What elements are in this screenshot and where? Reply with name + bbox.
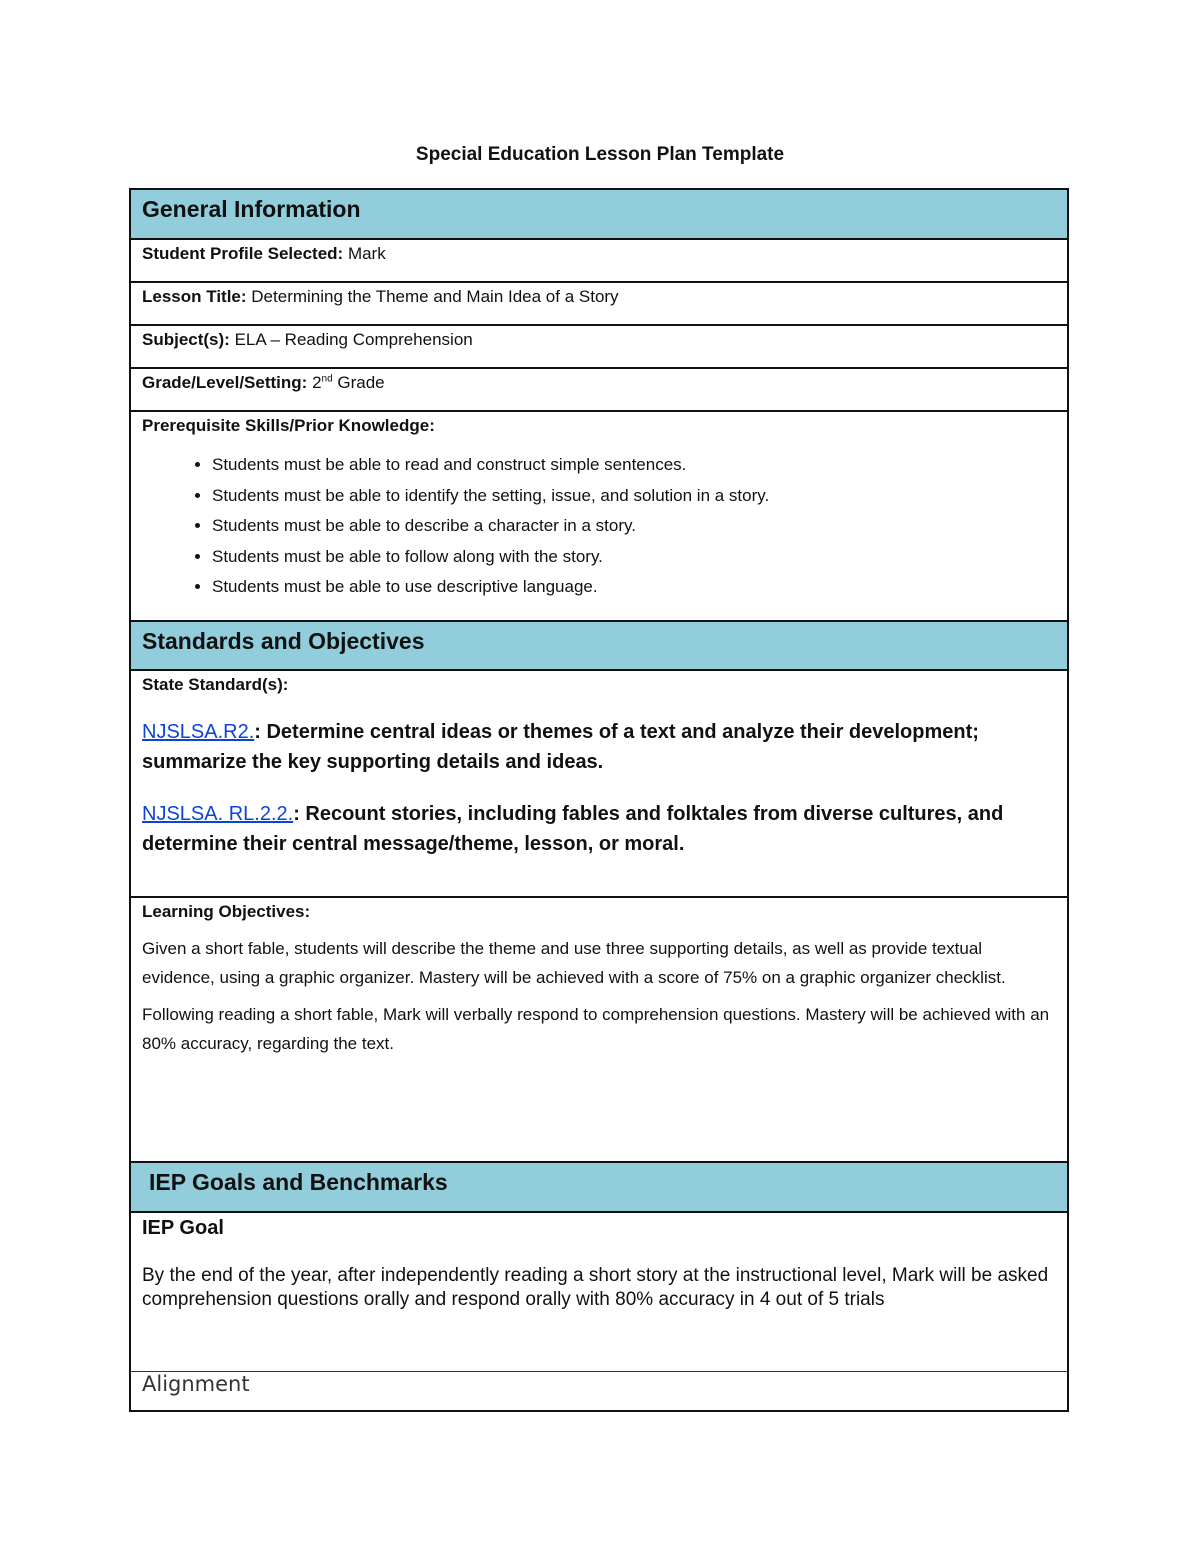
objective-text: Given a short fable, students will describe the theme and use three supporting details, as well as provide textual evidence, using a graphic organizer. Mastery will be achieved with a score of 75% on a graphic organizer checklist. xyxy=(142,939,1006,987)
lesson-title-row xyxy=(131,283,1067,326)
iep-goal-row xyxy=(131,1213,1067,1372)
subject-value: ELA – Reading Comprehension xyxy=(234,330,473,349)
learning-objectives-label: Learning Objectives: xyxy=(142,902,311,921)
state-standards-label: State Standard(s): xyxy=(142,675,289,694)
standard-item xyxy=(142,717,1056,777)
lesson-plan-table xyxy=(129,188,1069,1412)
subject-label: Subject(s): xyxy=(142,330,230,349)
lesson-value: Determining the Theme and Main Idea of a Story xyxy=(251,287,619,306)
standard-text: : Determine central ideas or themes of a text and analyze their development; summarize the key supporting details and ideas. xyxy=(142,721,979,773)
standard-link[interactable]: NJSLSA.R2. xyxy=(142,721,255,743)
iep-goal-text: By the end of the year, after independently reading a short story at the instructional level, Mark will be asked comprehension questions orally and respond orally with 80% accuracy in 4 out of 5 trials xyxy=(142,1265,1049,1310)
student-value: Mark xyxy=(347,244,386,263)
section-header-general: General Information xyxy=(131,190,1067,240)
lesson-label: Lesson Title: xyxy=(142,287,247,306)
student-profile-row xyxy=(131,240,1067,283)
grade-suffix: nd xyxy=(321,373,333,385)
student-label: Student Profile Selected: xyxy=(142,244,344,263)
document-title: Special Education Lesson Plan Template xyxy=(415,144,785,165)
standard-link[interactable]: NJSLSA. RL.2.2. xyxy=(142,803,294,825)
grade-row xyxy=(131,369,1067,412)
grade-number: 2 xyxy=(312,373,322,392)
grade-label: Grade/Level/Setting: xyxy=(142,373,308,392)
list-item: • Students must be able to use descriptive language. xyxy=(212,572,1056,603)
section-header-standards: Standards and Objectives xyxy=(131,622,1067,671)
standard-text: : Recount stories, including fables and folktales from diverse cultures, and determine their central message/theme, lesson, or moral. xyxy=(142,803,1004,855)
list-item: • Students must be able to describe a character in a story. xyxy=(212,511,1056,542)
section-header-iep: IEP Goals and Benchmarks xyxy=(131,1163,1067,1213)
alignment-label: Alignment xyxy=(142,1372,250,1396)
subject-row xyxy=(131,326,1067,369)
learning-objectives-row xyxy=(131,898,1067,1163)
grade-word: Grade xyxy=(337,373,385,392)
list-item: • Students must be able to identify the setting, issue, and solution in a story. xyxy=(212,481,1056,512)
state-standards-row xyxy=(131,671,1067,898)
alignment-row xyxy=(131,1372,1067,1412)
prereq-label: Prerequisite Skills/Prior Knowledge: xyxy=(142,416,435,435)
prereq-list xyxy=(142,450,1056,603)
objective-text: Following reading a short fable, Mark will verbally respond to comprehension questions. Mastery will be achieved with an 80% accuracy, regarding the text. xyxy=(142,1005,1050,1053)
prerequisite-row xyxy=(131,412,1067,622)
standard-item xyxy=(142,799,1056,859)
list-item: • Students must be able to read and construct simple sentences. xyxy=(212,450,1056,481)
list-item: • Students must be able to follow along with the story. xyxy=(212,542,1056,573)
iep-goal-label: IEP Goal xyxy=(142,1217,224,1239)
